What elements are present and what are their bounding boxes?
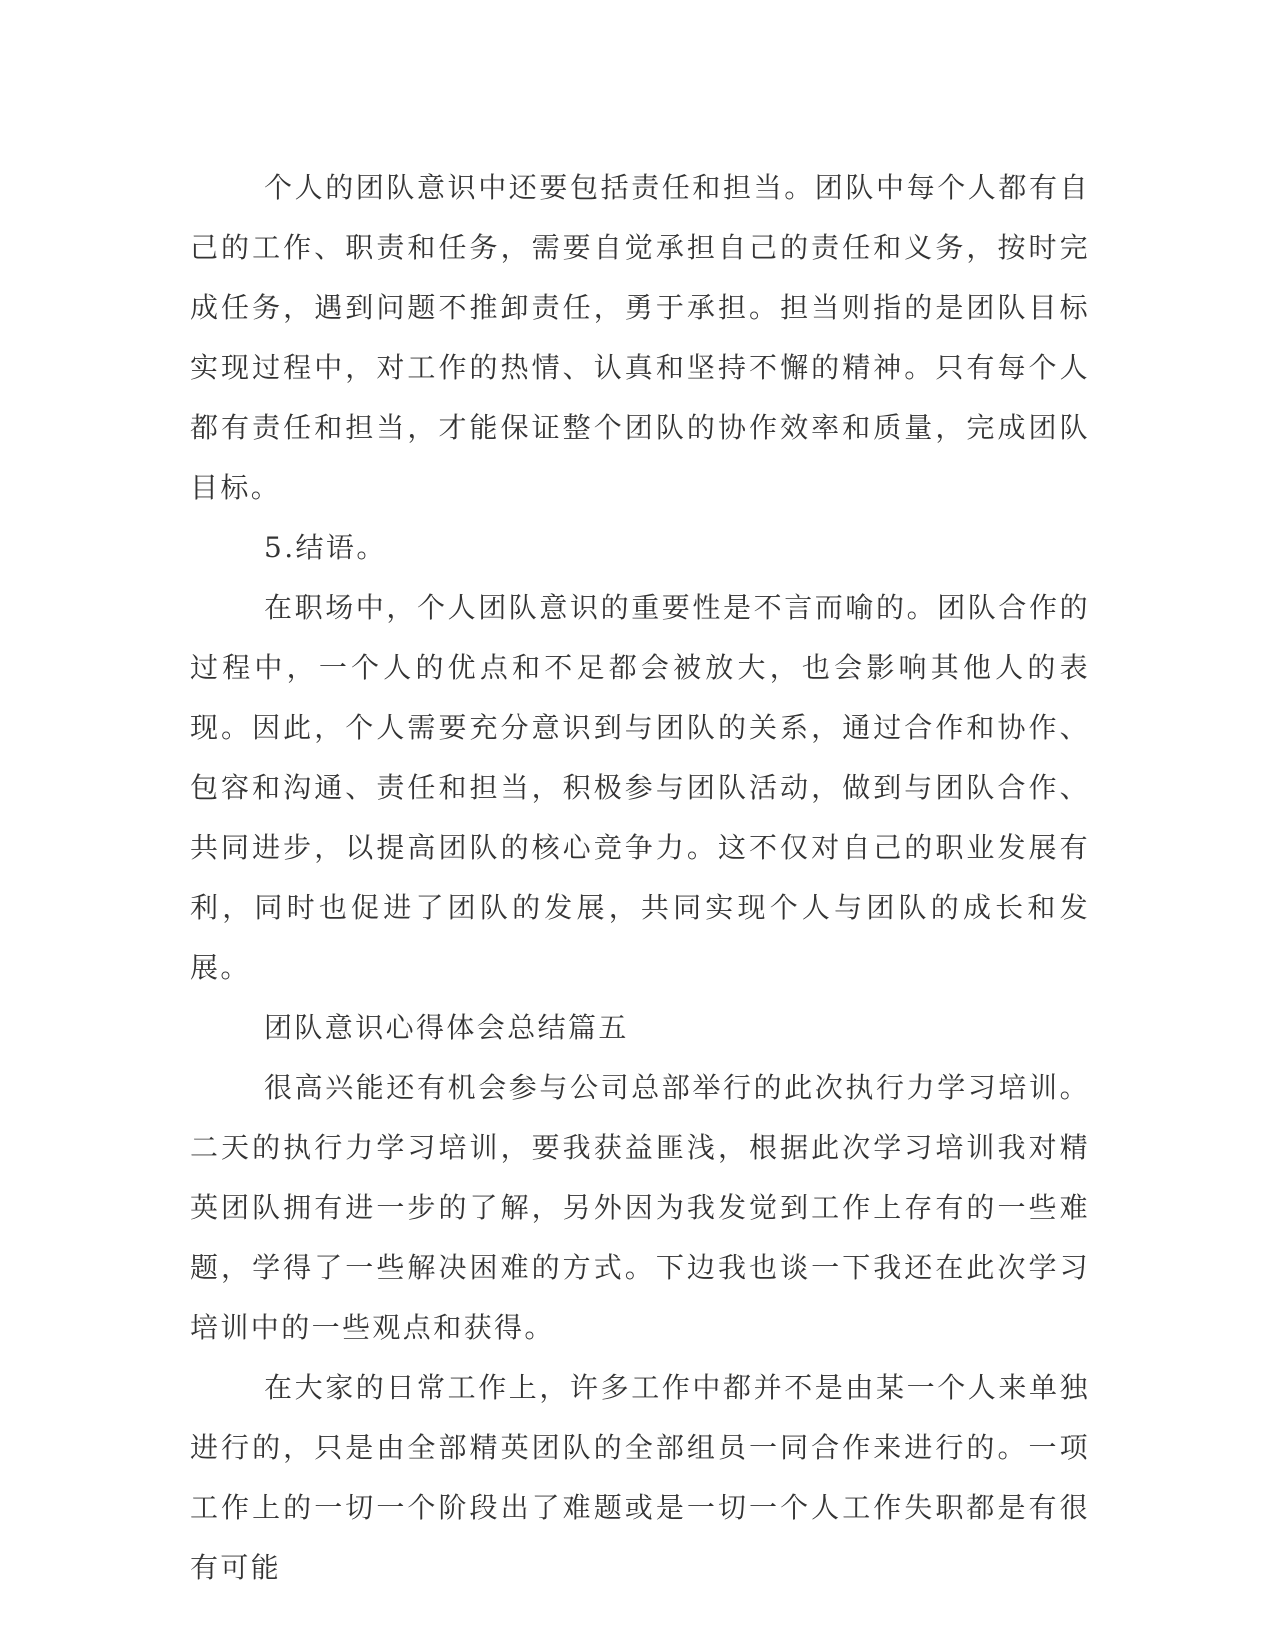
section-heading-conclusion: 5.结语。 — [264, 531, 387, 564]
paragraph-responsibility: 个人的团队意识中还要包括责任和担当。团队中每个人都有自己的工作、职责和任务，需要自觉承担自己的责任和义务，按时完成任务，遇到问题不推卸责任，勇于承担。担当则指的是团队目标实现过程中，对工作的热情、认真和坚持不懈的精神。只有每个人都有责任和担当，才能保证整个团队的协作效率和质量，完成团队目标。 — [190, 171, 1090, 504]
paragraph-conclusion: 在职场中，个人团队意识的重要性是不言而喻的。团队合作的过程中，一个人的优点和不足都会被放大，也会影响其他人的表现。因此，个人需要充分意识到与团队的关系，通过合作和协作、包容和沟通、责任和担当，积极参与团队活动，做到与团队合作、共同进步，以提高团队的核心竞争力。这不仅对自己的职业发展有利，同时也促进了团队的发展，共同实现个人与团队的成长和发展。 — [190, 591, 1090, 984]
paragraph-daily-work: 在大家的日常工作上，许多工作中都并不是由某一个人来单独进行的，只是由全部精英团队的全部组员一同合作来进行的。一项工作上的一切一个阶段出了难题或是一切一个人工作失职都是有很有可能 — [190, 1371, 1090, 1584]
paragraph-training: 很高兴能还有机会参与公司总部举行的此次执行力学习培训。二天的执行力学习培训，要我获益匪浅，根据此次学习培训我对精英团队拥有进一步的了解，另外因为我发觉到工作上存有的一些难题，学得了一些解决困难的方式。下边我也谈一下我还在此次学习培训中的一些观点和获得。 — [190, 1071, 1090, 1344]
section-heading-part-five: 团队意识心得体会总结篇五 — [264, 1011, 629, 1044]
document-body — [190, 158, 1090, 1598]
